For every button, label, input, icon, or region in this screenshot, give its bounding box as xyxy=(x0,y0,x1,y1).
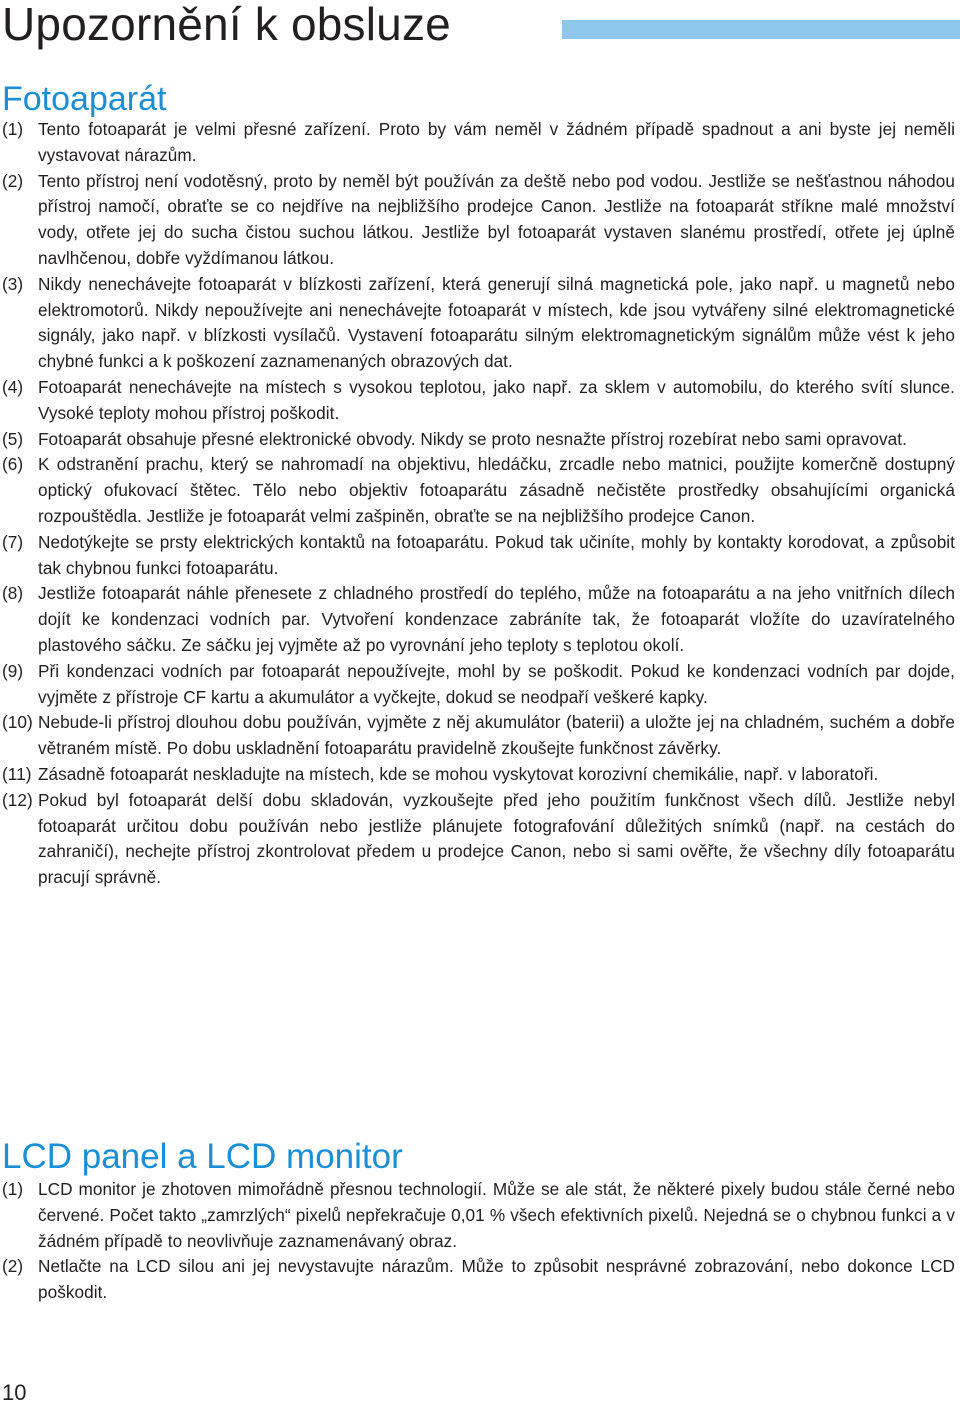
item-text: Nedotýkejte se prsty elektrických kontaktů na fotoaparátu. Pokud tak učiníte, mohly by kontakty korodovat, a způsobit tak chybnou funkci fotoaparátu. xyxy=(38,531,955,578)
item-text: Jestliže fotoaparát náhle přenesete z chladného prostředí do teplého, může na fotoaparátu a na jeho vnitřních dílech dojít ke kondenzaci vodních par. Vytvoření kondenzace zabráníte tak, že fotoaparát vložíte do uzavíratelného plastového sáčku. Ze sáčku jej vyjměte až po vyrovnání jeho teploty s teplotou okolí. xyxy=(38,583,955,655)
item-number: (10) xyxy=(2,712,33,733)
item-number: (1) xyxy=(2,1179,24,1199)
list-item xyxy=(0,710,955,762)
list-item xyxy=(0,762,955,788)
list-item xyxy=(0,272,955,375)
list-item xyxy=(0,581,955,658)
item-number: (7) xyxy=(2,531,24,552)
item-number: (2) xyxy=(2,1256,24,1277)
lcd-list xyxy=(0,1177,955,1306)
item-text: Zásadně fotoaparát neskladujte na místech, kde se mohou vyskytovat korozivní chemikálie, např. v laboratoři. xyxy=(38,763,879,784)
section-heading-fotoaparat: Fotoaparát xyxy=(2,80,167,118)
page-title: Upozornění k obsluze xyxy=(2,0,451,50)
list-item xyxy=(0,452,955,529)
item-number: (11) xyxy=(2,763,32,784)
list-item xyxy=(0,530,955,582)
item-text: Nikdy nenechávejte fotoaparát v blízkosti zařízení, která generují silná magnetická pole, jako např. u magnetů nebo elektromotorů. Nikdy nepoužívejte ani nenechávejte fotoaparát v místech, kde jsou vytvářeny silné elektromagnetické signály, jako např. v blízkosti vysílačů. Vystavení fotoaparátu silným elektromagnetickým signálům může vést k jeho chybné funkci a k poškození zaznamenaných obrazových dat. xyxy=(38,273,955,372)
item-number: (8) xyxy=(2,583,24,604)
item-number: (1) xyxy=(2,119,24,139)
list-item xyxy=(0,169,955,272)
item-number: (2) xyxy=(2,170,24,191)
list-item xyxy=(0,117,955,169)
list-item xyxy=(0,659,955,711)
list-item xyxy=(0,427,955,453)
item-text: Nebude-li přístroj dlouhou dobu používán, vyjměte z něj akumulátor (baterii) a uložte jej na chladném, suchém a dobře větraném místě. Po dobu uskladnění fotoaparátu pravidelně zkoušejte funkčnost závěrky. xyxy=(38,712,955,759)
item-number: (3) xyxy=(2,273,24,294)
item-text: Pokud byl fotoaparát delší dobu skladován, vyzkoušejte před jeho použitím funkčnost všech dílů. Jestliže nebyl fotoaparát určitou dobu používán nebo jestliže plánujete fotografování důležitých snímků (např. na cestách do zahraničí), nechejte přístroj zkontrolovat předem u prodejce Canon, nebo si sami ověřte, že všechny díly fotoaparátu pracují správně. xyxy=(38,789,955,888)
fotoaparat-list xyxy=(0,117,955,891)
item-text: Tento přístroj není vodotěsný, proto by neměl být používán za deště nebo pod vodou. Jestliže se nešťastnou náhodou přístroj namočí, obraťte se co nejdříve na nejbližšího prodejce Canon. Jestliže na fotoaparát stříkne malé množství vody, otřete jej do sucha čistou suchou látkou. Jestliže byl fotoaparát vystaven slanému prostředí, otřete jej úplně navlhčenou, dobře vyždímanou látkou. xyxy=(38,170,955,268)
section-heading-lcd: LCD panel a LCD monitor xyxy=(2,1137,403,1176)
title-decoration-bar xyxy=(562,20,960,39)
item-number: (4) xyxy=(2,376,24,397)
item-number: (9) xyxy=(2,660,24,681)
list-item xyxy=(0,1254,955,1306)
list-item xyxy=(0,788,955,891)
item-number: (5) xyxy=(2,428,24,449)
item-text: K odstranění prachu, který se nahromadí na objektivu, hledáčku, zrcadle nebo matnici, použijte komerčně dostupný optický ofukovací štětec. Tělo nebo objektiv fotoaparátu zásadně nečistěte prostředky obsahujícími organická rozpouštědla. Jestliže je fotoaparát velmi zašpiněn, obraťte se na nejbližšího prodejce Canon. xyxy=(38,454,955,526)
item-text: Tento fotoaparát je velmi přesné zařízení. Proto by vám neměl v žádném případě spadnout a ani byste jej neměli vystavovat nárazům. xyxy=(38,119,955,165)
item-number: (12) xyxy=(2,789,33,810)
list-item xyxy=(0,1177,955,1254)
item-number: (6) xyxy=(2,454,24,475)
list-item xyxy=(0,375,955,427)
item-text: Fotoaparát nenechávejte na místech s vysokou teplotou, jako např. za sklem v automobilu, do kterého svítí slunce. Vysoké teploty mohou přístroj poškodit. xyxy=(38,376,955,423)
item-text: Netlačte na LCD silou ani jej nevystavujte nárazům. Může to způsobit nesprávné zobrazování, nebo dokonce LCD poškodit. xyxy=(38,1256,955,1303)
item-text: LCD monitor je zhotoven mimořádně přesnou technologií. Může se ale stát, že některé pixely budou stále černé nebo červené. Počet takto „zamrzlých“ pixelů nepřekračuje 0,01 % všech efektivních pixelů. Nejedná se o chybnou funkci a v žádném případě to neovlivňuje zaznamenávaný obraz. xyxy=(38,1179,955,1251)
item-text: Fotoaparát obsahuje přesné elektronické obvody. Nikdy se proto nesnažte přístroj rozebírat nebo sami opravovat. xyxy=(38,428,907,449)
page-number: 10 xyxy=(2,1380,27,1405)
item-text: Při kondenzaci vodních par fotoaparát nepoužívejte, mohl by se poškodit. Pokud ke kondenzaci vodních par dojde, vyjměte z přístroje CF kartu a akumulátor a vyčkejte, dokud se neodpaří veškeré kapky. xyxy=(38,660,955,707)
